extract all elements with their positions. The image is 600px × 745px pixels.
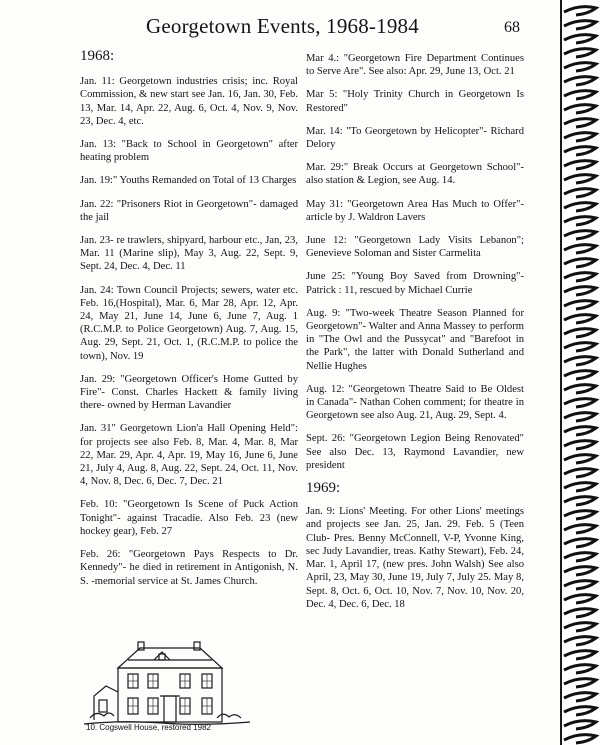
binding-coil	[564, 217, 596, 225]
binding-coil	[564, 637, 596, 645]
event-entry: Jan. 22: "Prisoners Riot in Georgetown"- damaged the jail	[80, 198, 298, 223]
binding-coil	[564, 665, 596, 673]
binding-coil	[564, 329, 596, 337]
binding-coil	[564, 441, 596, 449]
binding-coil	[564, 553, 596, 561]
binding-coil	[564, 259, 596, 267]
binding-coil	[564, 357, 596, 365]
binding-coil	[564, 105, 596, 113]
binding-coil	[564, 707, 596, 715]
binding-coil	[564, 385, 596, 393]
binding-coil	[564, 21, 596, 29]
binding-coil	[564, 623, 596, 631]
event-entry: June 12: "Georgetown Lady Visits Lebanon"; Genevieve Soloman and Sister Carmelita	[306, 235, 524, 260]
right-column	[306, 52, 524, 621]
binding-coil	[564, 287, 596, 295]
binding-coil	[564, 455, 596, 463]
binding-coil	[564, 147, 596, 155]
binding-coil	[564, 525, 596, 533]
event-entry: Mar. 29:" Break Occurs at Georgetown School"- also station & Legion, see Aug. 14.	[306, 162, 524, 187]
page-header	[60, 14, 530, 44]
binding-coil	[564, 7, 596, 15]
binding-coil	[564, 49, 596, 57]
binding-coil	[564, 371, 596, 379]
binding-coil	[564, 77, 596, 85]
page-number: 68	[504, 19, 520, 36]
year-heading-1969: 1969:	[306, 480, 341, 497]
binding-coil	[564, 581, 596, 589]
binding-coil	[564, 539, 596, 547]
binding-coil	[564, 231, 596, 239]
binding-coil	[564, 245, 596, 253]
binding-coil	[564, 175, 596, 183]
illustration-caption: 10. Cogswell House, restored 1982	[86, 723, 211, 732]
binding-coil	[564, 273, 596, 281]
binding-coil	[564, 595, 596, 603]
binding-coil	[564, 91, 596, 99]
binding-coil	[564, 693, 596, 701]
event-entry: June 25: "Young Boy Saved from Drowning"- Patrick : 11, rescued by Michael Currie	[306, 271, 524, 296]
event-entry: Jan. 9: Lions' Meeting. For other Lions' meetings and projects see Jan. 25, Jan. 29. Feb. 5 (Teen Club- Pres. Benny McConnell, V-P, Yvonne King, sec Judy Lavandier, treas. Kathy Stewart), Feb. 24, Mar. 1, April 17, (new pres. John Walsh) See also April, 23, May 30, June 19, July 7, July 25. May 8, Sept. 8, Oct. 6, Oct. 10, Nov. 7, Nov. 10, Nov. 20, Dec. 4, Dec. 6, Dec. 18	[306, 506, 524, 610]
binding-coil	[564, 609, 596, 617]
binding-coil	[564, 63, 596, 71]
event-entry: Jan. 23- re trawlers, shipyard, harbour etc., Jan, 23, Mar. 11 (Marine slip), May 3, Aug. 22, Sept. 9, Sept. 24, Dec. 4, Dec. 11	[80, 235, 298, 273]
binding-coil	[564, 651, 596, 659]
binding-coil	[564, 119, 596, 127]
event-entry: Jan. 19:" Youths Remanded on Total of 13 Charges	[80, 175, 297, 187]
binding-coil	[564, 469, 596, 477]
binding-coil	[564, 133, 596, 141]
event-entry: Mar 4.: "Georgetown Fire Department Continues to Serve Are". See also: Apr. 29, June 13, Oct. 21	[306, 53, 524, 78]
binding-coil	[564, 413, 596, 421]
binding-coil	[564, 301, 596, 309]
binding-coil	[564, 35, 596, 43]
event-entry: Jan. 11: Georgetown industries crisis; inc. Royal Commission, & new start see Jan. 16, Jan. 30, Feb. 13, Mar. 14, Apr. 22, Aug. 6, Oct. 4, Nov. 9, Nov. 23, Dec. 4, etc.	[80, 76, 298, 127]
event-entry: Mar 5: "Holy Trinity Church in Georgetown Is Restored"	[306, 89, 524, 114]
year-heading-1968: 1968:	[80, 48, 115, 64]
binding-coil	[564, 679, 596, 687]
binding-coil	[564, 567, 596, 575]
binding-coil	[564, 161, 596, 169]
event-entry: Aug. 12: "Georgetown Theatre Said to Be Oldest in Canada"- Nathan Cohen comment; for theatre in Georgetown see also Aug. 21, Aug. 29, Sept. 4.	[306, 383, 524, 422]
binding-coil	[564, 511, 596, 519]
event-entry: Feb. 26: "Georgetown Pays Respects to Dr. Kennedy"- he died in retirement in Antigonish, N. S. -memorial service at St. James Church.	[80, 549, 298, 587]
binding-coil	[564, 399, 596, 407]
spiral-binding	[562, 0, 600, 745]
binding-coil	[564, 343, 596, 351]
event-entry: Jan. 29: "Georgetown Officer's Home Gutted by Fire"- Const. Charles Hackett & family living there- owned by Herman Lavandier	[80, 373, 298, 412]
binding-coil	[564, 315, 596, 323]
left-column	[80, 44, 298, 598]
event-entry: Sept. 26: "Georgetown Legion Being Renovated" See also Dec. 13, Raymond Lavandier, new president	[306, 433, 524, 471]
binding-coil	[564, 735, 596, 743]
event-entry: Jan. 31" Georgetown Lion'a Hall Opening Held": for projects see also Feb. 8, Mar. 4, Mar. 8, Mar 22, Mar. 29, Apr. 4, Apr. 19, May 16, June 6, June 21, July 4, Aug. 8, Aug. 22, Sept. 24, Oct. 11, Nov. 4, Nov. 8, Dec. 6, Dec. 7, Dec. 21	[80, 423, 298, 488]
event-entry: Jan. 13: "Back to School in Georgetown" after heating problem	[80, 139, 298, 164]
event-entry: Feb. 10: "Georgetown Is Scene of Puck Action Tonight"- against Tracadie. Also Feb. 23 (new hockey gear), Feb. 27	[80, 499, 298, 537]
page-title: Georgetown Events, 1968-1984	[146, 14, 419, 38]
event-entry: Jan. 24: Town Council Projects; sewers, water etc. Feb. 16,(Hospital), Mar. 6, Mar 28, Apr. 12, Apr. 24, May 21, June 14, June 6, June 7, Aug. 1 (R.C.M.P. to Police Georgetown) Aug. 7, Aug. 15, Aug. 29, Sept. 21, Oct. 1, (R.C.M.P. to police the town), Nov. 19	[80, 284, 298, 362]
binding-coil	[564, 497, 596, 505]
binding-coil	[564, 189, 596, 197]
binding-coil	[564, 483, 596, 491]
binding-coil	[564, 427, 596, 435]
event-entry: Mar. 14: "To Georgetown by Helicopter"- Richard Delory	[306, 125, 524, 151]
binding-coil	[564, 203, 596, 211]
event-entry: Aug. 9: "Two-week Theatre Season Planned for Georgetown"- Walter and Anna Massey to perform in "The Owl and the Pussycat" and "Barefoot in the Park", the latter with Donald Sutherland and Nellie Hughes	[306, 307, 524, 372]
binding-coil	[564, 721, 596, 729]
event-entry: May 31: "Georgetown Area Has Much to Offer"- article by J. Waldron Lavers	[306, 198, 524, 223]
